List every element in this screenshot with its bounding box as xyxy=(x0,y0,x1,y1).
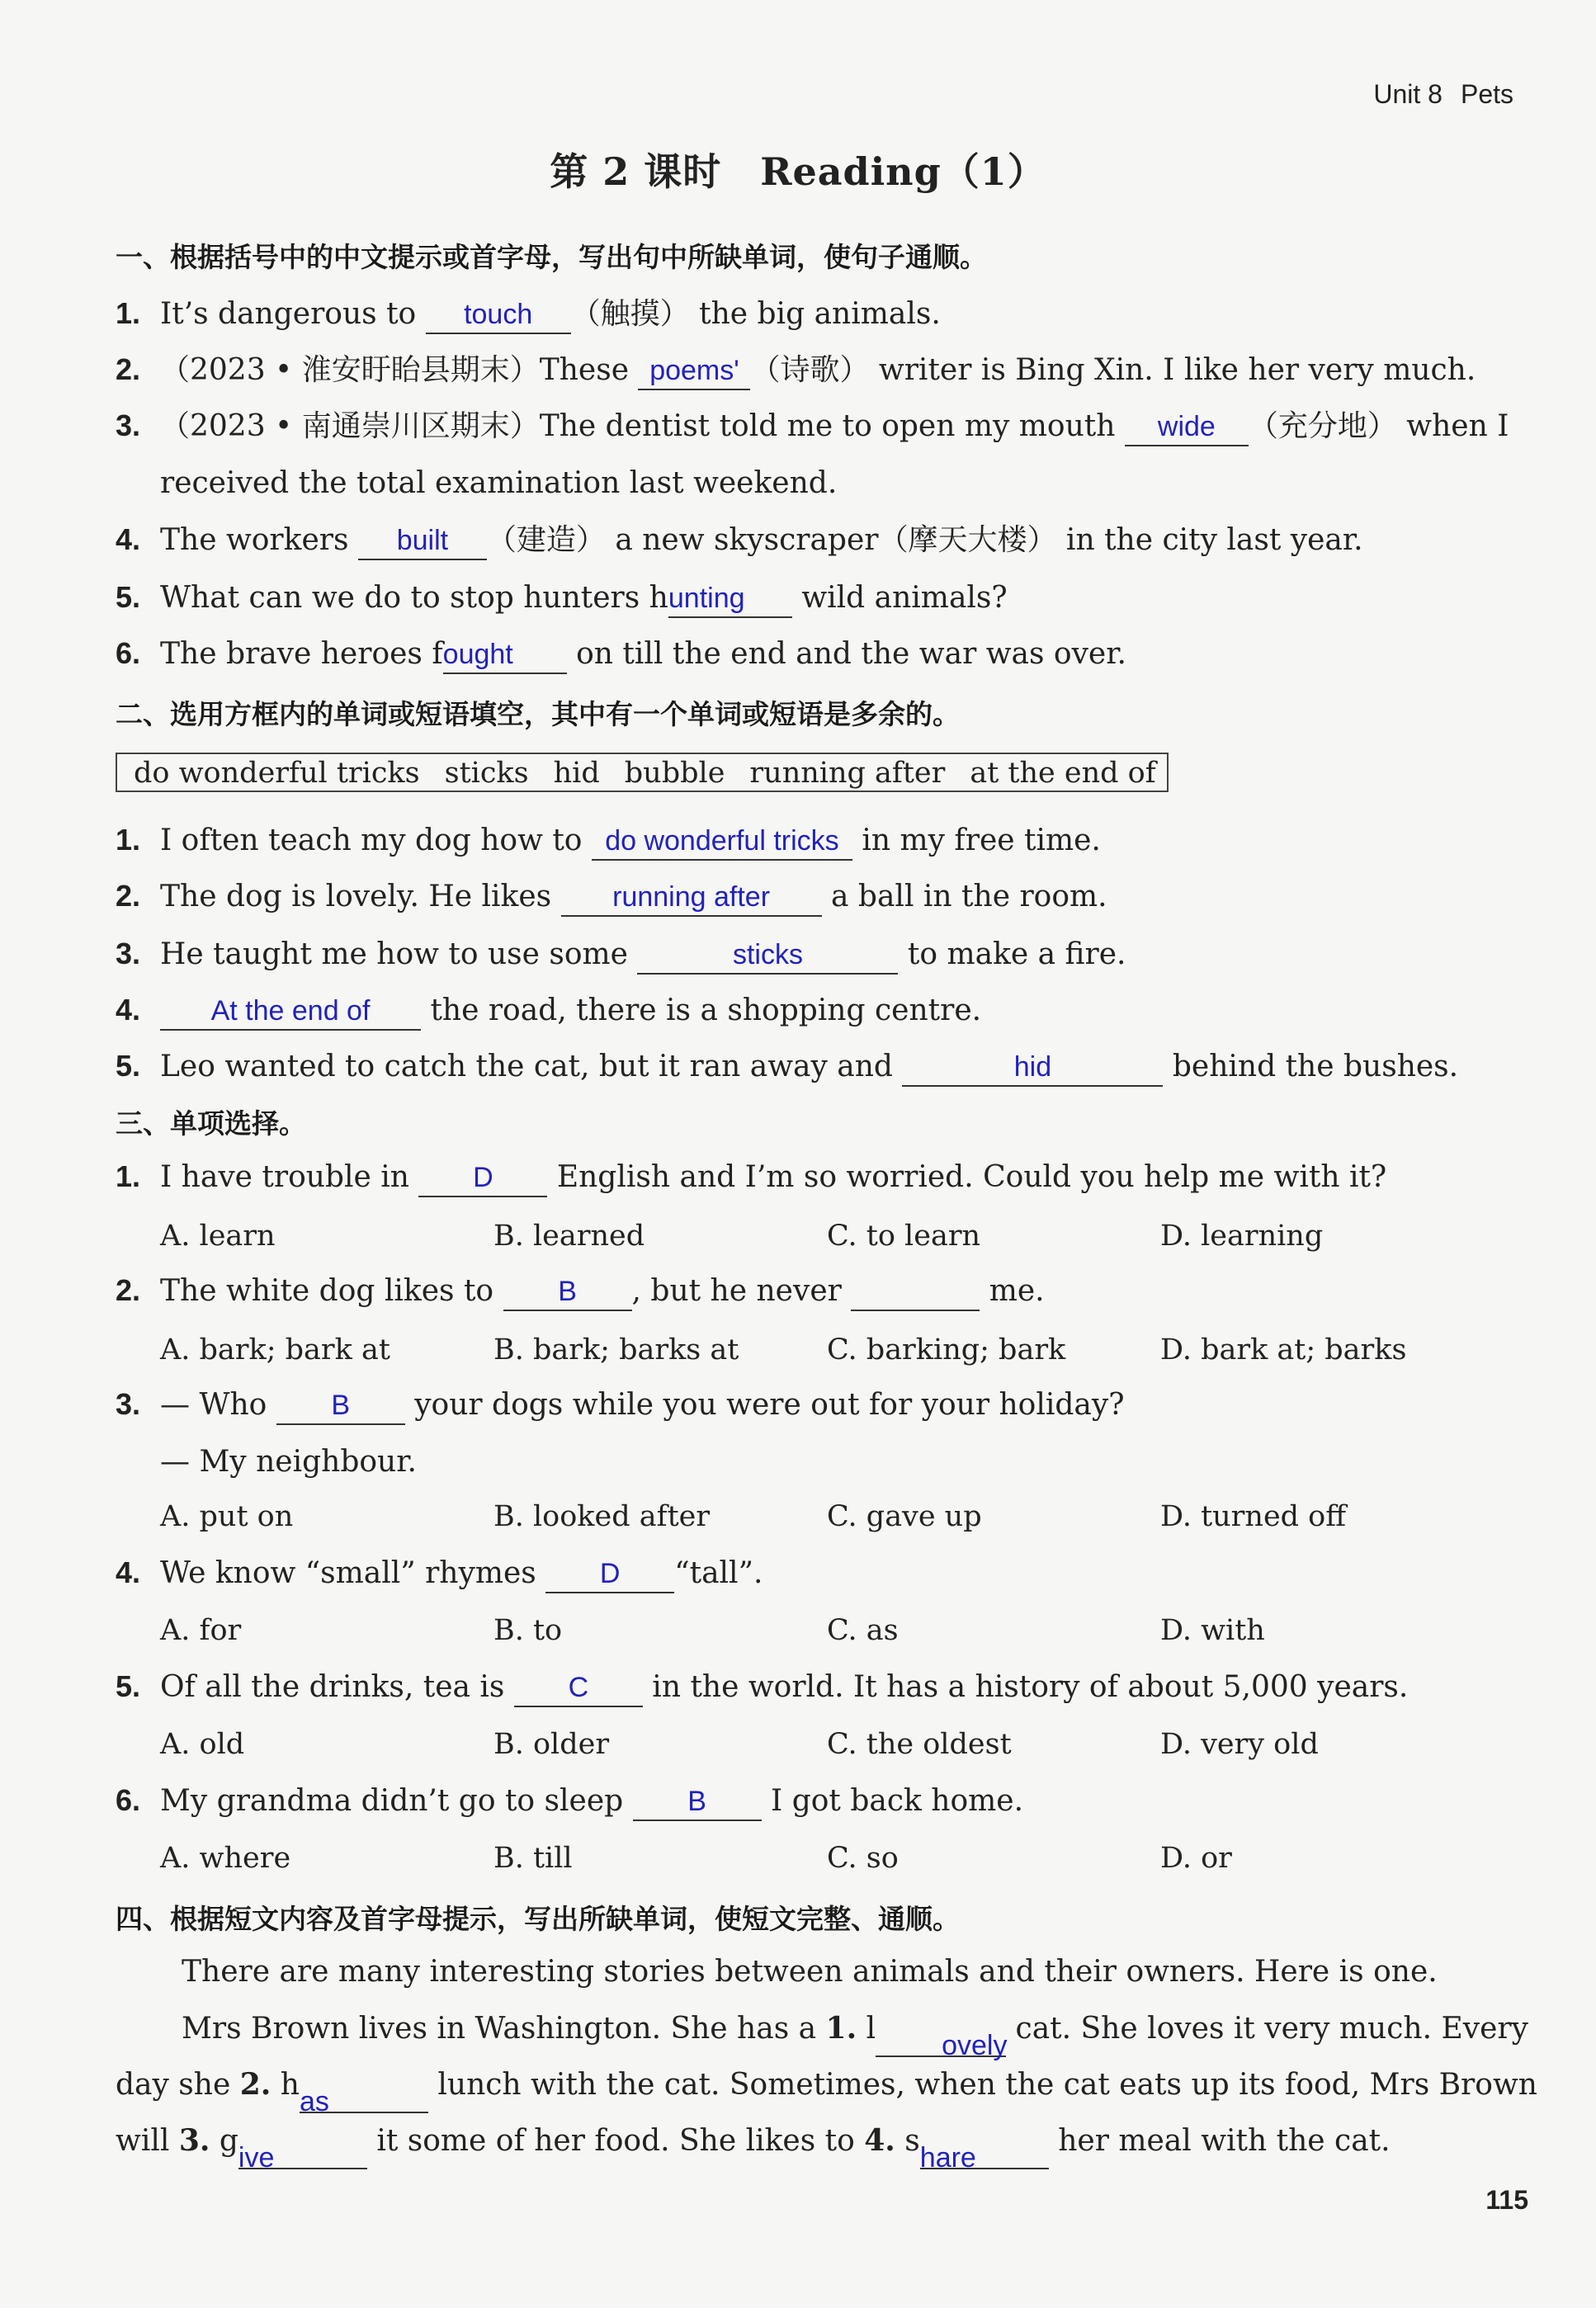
answer-blank[interactable]: running after xyxy=(561,877,822,917)
answer-blank[interactable]: B xyxy=(503,1272,632,1311)
option-d[interactable]: D. or xyxy=(1160,1842,1232,1875)
answer-blank-2[interactable] xyxy=(851,1272,980,1311)
s2-item-1: 1. I often teach my dog how to do wonderful tricks in my free time. xyxy=(116,820,1513,861)
s3-question-3-reply: — My neighbour. xyxy=(160,1445,417,1479)
section2-heading: 二、选用方框内的单词或短语填空，其中有一个单词或短语是多余的。 xyxy=(116,698,960,730)
option-a[interactable]: A. learn xyxy=(160,1220,276,1253)
topic-label: Pets xyxy=(1460,79,1513,109)
answer-blank[interactable]: D xyxy=(545,1554,674,1593)
answer-blank[interactable]: ought xyxy=(443,635,567,674)
s1-item-5: 5. What can we do to stop hunters hunting wild animals? xyxy=(116,578,1513,618)
word-box: do wonderful tricks sticks hid bubble running after at the end of xyxy=(116,753,1169,792)
option-b[interactable]: B. looked after xyxy=(493,1500,711,1533)
section4-heading: 四、根据短文内容及首字母提示，写出所缺单词，使短文完整、通顺。 xyxy=(116,1903,960,1935)
option-a[interactable]: A. bark; bark at xyxy=(160,1333,390,1366)
option-c[interactable]: C. barking; bark xyxy=(827,1333,1066,1366)
passage-line-2: Mrs Brown lives in Washington. She has a 1. l ovely cat. She loves it very much. Every xyxy=(182,2011,1528,2061)
s2-item-4: 4. At the end of the road, there is a shopping centre. xyxy=(116,990,1513,1031)
passage-blank-3[interactable]: ive xyxy=(238,2130,367,2169)
answer-blank[interactable]: do wonderful tricks xyxy=(592,821,852,861)
option-b[interactable]: B. bark; barks at xyxy=(493,1333,739,1366)
s1-item-4: 4. The workers built （建造） a new skyscraper（摩天大楼） in the city last year. xyxy=(116,520,1513,560)
option-b[interactable]: B. to xyxy=(493,1614,563,1647)
answer-blank[interactable]: unting xyxy=(668,578,792,618)
s1-item-2: 2. （2023 • 淮安盱眙县期末）These poems' （诗歌） writer is Bing Xin. I like her very much. xyxy=(116,350,1513,390)
s3-question-2: 2. The white dog likes to B , but he never me. xyxy=(116,1271,1513,1311)
s2-item-5: 5. Leo wanted to catch the cat, but it ran away and hid behind the bushes. xyxy=(116,1046,1513,1087)
option-a[interactable]: A. where xyxy=(160,1842,291,1875)
option-c[interactable]: C. gave up xyxy=(827,1500,982,1533)
s2-item-2: 2. The dog is lovely. He likes running after a ball in the room. xyxy=(116,876,1513,917)
option-b[interactable]: B. older xyxy=(493,1728,610,1761)
option-c[interactable]: C. so xyxy=(827,1842,899,1875)
section3-heading: 三、单项选择。 xyxy=(116,1107,306,1140)
s3-question-5: 5. Of all the drinks, tea is C in the world. It has a history of about 5,000 years. xyxy=(116,1667,1513,1707)
option-b[interactable]: B. till xyxy=(493,1842,573,1875)
answer-blank[interactable]: touch xyxy=(426,295,571,334)
answer-blank[interactable]: wide xyxy=(1125,407,1249,446)
answer-blank[interactable]: hid xyxy=(902,1047,1163,1087)
option-a[interactable]: A. for xyxy=(160,1614,242,1647)
answer-blank[interactable]: poems' xyxy=(638,351,750,390)
passage-blank-1[interactable]: ovely xyxy=(876,2018,1006,2057)
answer-blank[interactable]: At the end of xyxy=(160,991,421,1031)
answer-blank[interactable]: B xyxy=(633,1782,762,1821)
passage-line-4: will 3. give it some of her food. She likes to 4. share her meal with the cat. xyxy=(116,2123,1391,2173)
s1-item-6: 6. The brave heroes fought on till the end and the war was over. xyxy=(116,634,1513,674)
s1-item-3-cont: received the total examination last weekend. xyxy=(160,466,838,500)
s2-item-3: 3. He taught me how to use some sticks to make a fire. xyxy=(116,934,1513,975)
option-d[interactable]: D. turned off xyxy=(1160,1500,1347,1533)
passage-line-3: day she 2. has lunch with the cat. Sometimes, when the cat eats up its food, Mrs Brown xyxy=(116,2067,1537,2117)
s3-question-3: 3. — Who B your dogs while you were out for your holiday? xyxy=(116,1385,1513,1425)
s3-question-1: 1. I have trouble in D English and I’m so worried. Could you help me with it? xyxy=(116,1157,1513,1197)
s3-question-6: 6. My grandma didn’t go to sleep B I got back home. xyxy=(116,1781,1513,1821)
passage-blank-4[interactable]: hare xyxy=(920,2130,1049,2169)
section1-heading: 一、根据括号中的中文提示或首字母，写出句中所缺单词，使句子通顺。 xyxy=(116,241,987,273)
option-c[interactable]: C. as xyxy=(827,1614,899,1647)
option-c[interactable]: C. the oldest xyxy=(827,1728,1012,1761)
option-a[interactable]: A. put on xyxy=(160,1500,294,1533)
s1-item-3: 3. （2023 • 南通崇川区期末）The dentist told me to open my mouth wide （充分地） when I xyxy=(116,406,1513,446)
option-d[interactable]: D. very old xyxy=(1160,1728,1319,1761)
page-header xyxy=(1355,79,1513,110)
passage-blank-2[interactable]: as xyxy=(300,2074,428,2113)
page-number: 115 xyxy=(1485,2185,1528,2215)
lesson-title: 第 2 课时 Reading（1） xyxy=(550,149,1046,194)
option-d[interactable]: D. bark at; barks xyxy=(1160,1333,1407,1366)
answer-blank[interactable]: C xyxy=(514,1668,643,1707)
option-d[interactable]: D. with xyxy=(1160,1614,1265,1647)
answer-blank[interactable]: sticks xyxy=(637,935,898,975)
unit-label: Unit 8 xyxy=(1373,79,1443,109)
option-a[interactable]: A. old xyxy=(160,1728,245,1761)
answer-blank[interactable]: D xyxy=(418,1158,547,1197)
option-d[interactable]: D. learning xyxy=(1160,1220,1324,1253)
s3-question-4: 4. We know “small” rhymes D “tall”. xyxy=(116,1553,1513,1593)
answer-blank[interactable]: built xyxy=(358,521,487,560)
s1-item-1: 1. It’s dangerous to touch （触摸） the big animals. xyxy=(116,294,1513,334)
option-c[interactable]: C. to learn xyxy=(827,1220,981,1253)
answer-blank[interactable]: B xyxy=(276,1385,405,1425)
option-b[interactable]: B. learned xyxy=(493,1220,645,1253)
passage-line-1: There are many interesting stories between animals and their owners. Here is one. xyxy=(182,1955,1438,1989)
